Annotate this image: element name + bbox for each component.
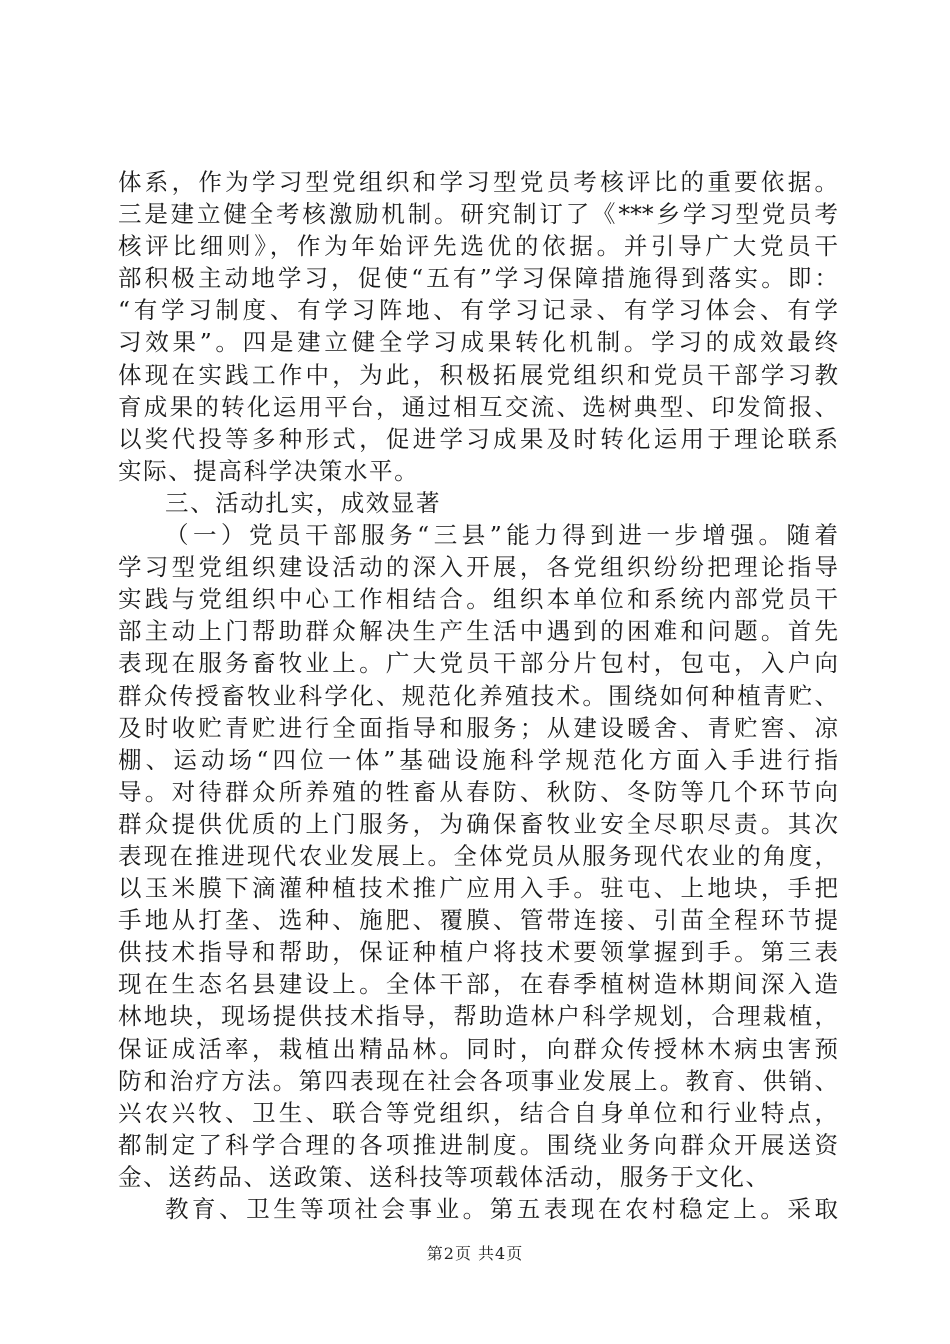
text-line: 实际、提高科学决策水平。 [118,456,420,485]
section-heading: 三、活动扎实，成效显著 [165,488,442,517]
text-line: 教育、卫生等项社会事业。第五表现在农村稳定上。采取 [165,1195,838,1223]
text-line: 林地块，现场提供技术指导，帮助造林户科学规划，合理栽植， [118,1002,838,1031]
text-line: 实践与党组织中心工作相结合。组织本单位和系统内部党员干 [118,585,838,614]
text-line: 导。对待群众所养殖的牲畜从春防、秋防、冬防等几个环节向 [118,777,838,806]
text-line: 保证成活率，栽植出精品林。同时，向群众传授林木病虫害预 [118,1034,838,1063]
text-line: 体系，作为学习型党组织和学习型党员考核评比的重要依据。 [118,168,838,196]
text-line: 棚、运动场“四位一体”基础设施科学规范化方面入手进行指 [118,745,838,774]
text-line: 部主动上门帮助群众解决生产生活中遇到的困难和问题。首先 [118,617,838,646]
text-line: 现在生态名县建设上。全体干部，在春季植树造林期间深入造 [118,970,838,999]
text-line: “有学习制度、有学习阵地、有学习记录、有学习体会、有学 [118,296,838,325]
text-line: 群众传授畜牧业科学化、规范化养殖技术。围绕如何种植青贮、 [118,681,838,710]
page-footer: 第2页 共4页 [426,1244,524,1263]
subsection-lead-line: （一）党员干部服务“三县”能力得到进一步增强。随着 [165,521,838,550]
body-text [118,166,838,1225]
text-line: 金、送药品、送政策、送科技等项载体活动，服务于文化、 [118,1162,771,1191]
text-line: 以玉米膜下滴灌种植技术推广应用入手。驻屯、上地块，手把 [118,874,838,903]
text-line: 手地从打垄、选种、施肥、覆膜、管带连接、引苗全程环节提 [118,906,838,935]
text-line: 体现在实践工作中，为此，积极拓展党组织和党员干部学习教 [118,360,838,389]
text-line: 育成果的转化运用平台，通过相互交流、选树典型、印发简报、 [118,392,838,421]
text-line: 表现在推进现代农业发展上。全体党员从服务现代农业的角度， [118,841,838,870]
text-line: 以奖代投等多种形式，促进学习成果及时转化运用于理论联系 [118,424,838,453]
text-line: 及时收贮青贮进行全面指导和服务；从建设暖舍、青贮窖、凉 [118,713,838,742]
text-line: 习效果”。四是建立健全学习成果转化机制。学习的成效最终 [118,328,838,357]
text-line: 防和治疗方法。第四表现在社会各项事业发展上。教育、供销、 [118,1066,838,1095]
text-line: 核评比细则》，作为年始评先选优的依据。并引导广大党员干 [118,232,838,261]
text-line: 供技术指导和帮助，保证种植户将技术要领掌握到手。第三表 [118,938,838,967]
text-line: 都制定了科学合理的各项推进制度。围绕业务向群众开展送资 [118,1130,838,1159]
text-line: 群众提供优质的上门服务，为确保畜牧业安全尽职尽责。其次 [118,809,838,838]
text-line: 三是建立健全考核激励机制。研究制订了《***乡学习型党员考 [118,200,838,229]
text-line: 兴农兴牧、卫生、联合等党组织，结合自身单位和行业特点， [118,1098,838,1127]
text-line: 部积极主动地学习，促使“五有”学习保障措施得到落实。即： [118,264,838,293]
text-line: 表现在服务畜牧业上。广大党员干部分片包村，包屯，入户向 [118,649,838,678]
text-line: 学习型党组织建设活动的深入开展，各党组织纷纷把理论指导 [118,553,838,582]
